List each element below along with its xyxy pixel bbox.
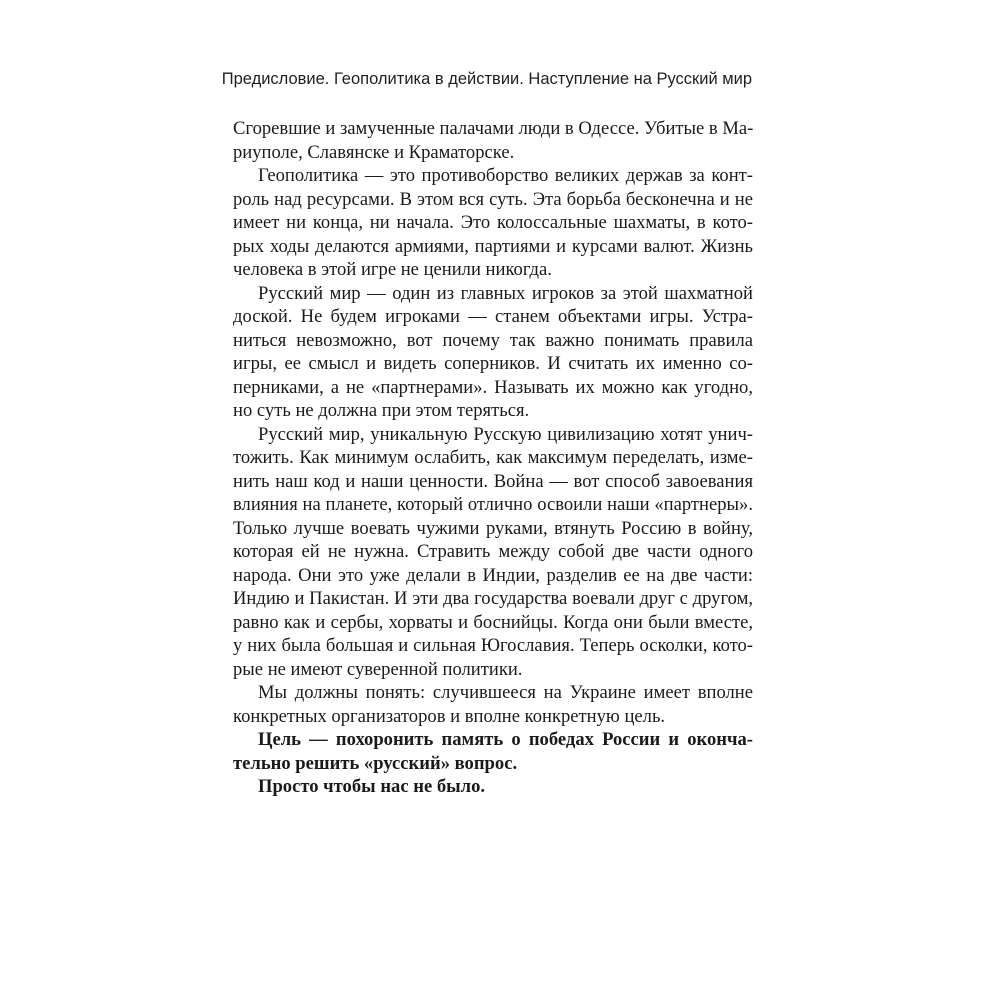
paragraph — [233, 164, 753, 282]
paragraph-line: Русский мир — один из главных игроков за этой шахматной — [258, 282, 753, 304]
paragraph-line: Цель — похоронить память о победах России и оконча- — [258, 729, 753, 750]
body-text — [233, 117, 753, 799]
paragraph-line: Геополитика — это противоборство великих держав за конт- — [258, 165, 753, 186]
paragraph-line: тельно решить «русский» вопрос. — [233, 752, 518, 774]
paragraph — [233, 728, 753, 775]
paragraph-line: ниться невозможно, вот почему так важно понимать правила — [233, 329, 753, 351]
paragraph-line: человека в этой игре не ценили никогда. — [233, 259, 552, 280]
paragraph-line: у них была большая и сильная Югославия. Теперь осколки, кото- — [233, 635, 753, 656]
paragraph-line: имеет ни конца, ни начала. Это колоссальные шахматы, в кото- — [233, 212, 753, 233]
paragraph-line: риуполе, Славянске и Краматорске. — [233, 141, 515, 163]
paragraph-line: которая ей не нужна. Стравить между собой две части одного — [233, 541, 753, 562]
paragraph-line: рые не имеют суверенной политики. — [233, 658, 523, 680]
paragraph-line: роль над ресурсами. В этом вся суть. Эта борьба бесконечна и не — [233, 188, 753, 210]
paragraph-line: народа. Они это уже делали в Индии, разделив ее на две части: — [233, 564, 753, 586]
paragraph-line: влияния на планете, который отлично освоили наши «партнеры». — [233, 494, 753, 515]
paragraph-line: Только лучше воевать чужими руками, втянуть Россию в войну, — [233, 517, 753, 539]
paragraph-line: тожить. Как минимум ослабить, как максимум переделать, изме- — [233, 447, 753, 468]
paragraph — [233, 775, 753, 799]
paragraph-line: конкретных организаторов и вполне конкретную цель. — [233, 705, 666, 727]
paragraph-line: перниками, а не «партнерами». Называть их можно как угодно, — [233, 376, 753, 398]
paragraph — [233, 282, 753, 423]
paragraph — [233, 117, 753, 164]
paragraph-line: нить наш код и наши ценности. Война — вот способ завоевания — [233, 470, 753, 492]
running-head: Предисловие. Геополитика в действии. Наступление на Русский мир — [221, 70, 752, 88]
paragraph-line: доской. Не будем игроками — станем объектами игры. Устра- — [233, 306, 753, 327]
paragraph-line: Сгоревшие и замученные палачами люди в Одессе. Убитые в Ма- — [233, 118, 754, 139]
paragraph-line: Индию и Пакистан. И эти два государства воевали друг с другом, — [233, 588, 753, 609]
paragraph-line: игры, ее смысл и видеть соперников. И считать их именно со- — [233, 353, 753, 374]
paragraph-line: Мы должны понять: случившееся на Украине имеет вполне — [258, 682, 753, 703]
paragraph-line: рых ходы делаются армиями, партиями и курсами валют. Жизнь — [233, 235, 753, 257]
paragraph-line: равно как и сербы, хорваты и боснийцы. Когда они были вместе, — [233, 611, 753, 633]
paragraph — [233, 681, 753, 728]
paragraph-line: но суть не должна при этом теряться. — [233, 400, 530, 421]
paragraph-line: Русский мир, уникальную Русскую цивилизацию хотят унич- — [258, 423, 753, 445]
paragraph — [233, 423, 753, 682]
paragraph-line: Просто чтобы нас не было. — [258, 776, 486, 797]
